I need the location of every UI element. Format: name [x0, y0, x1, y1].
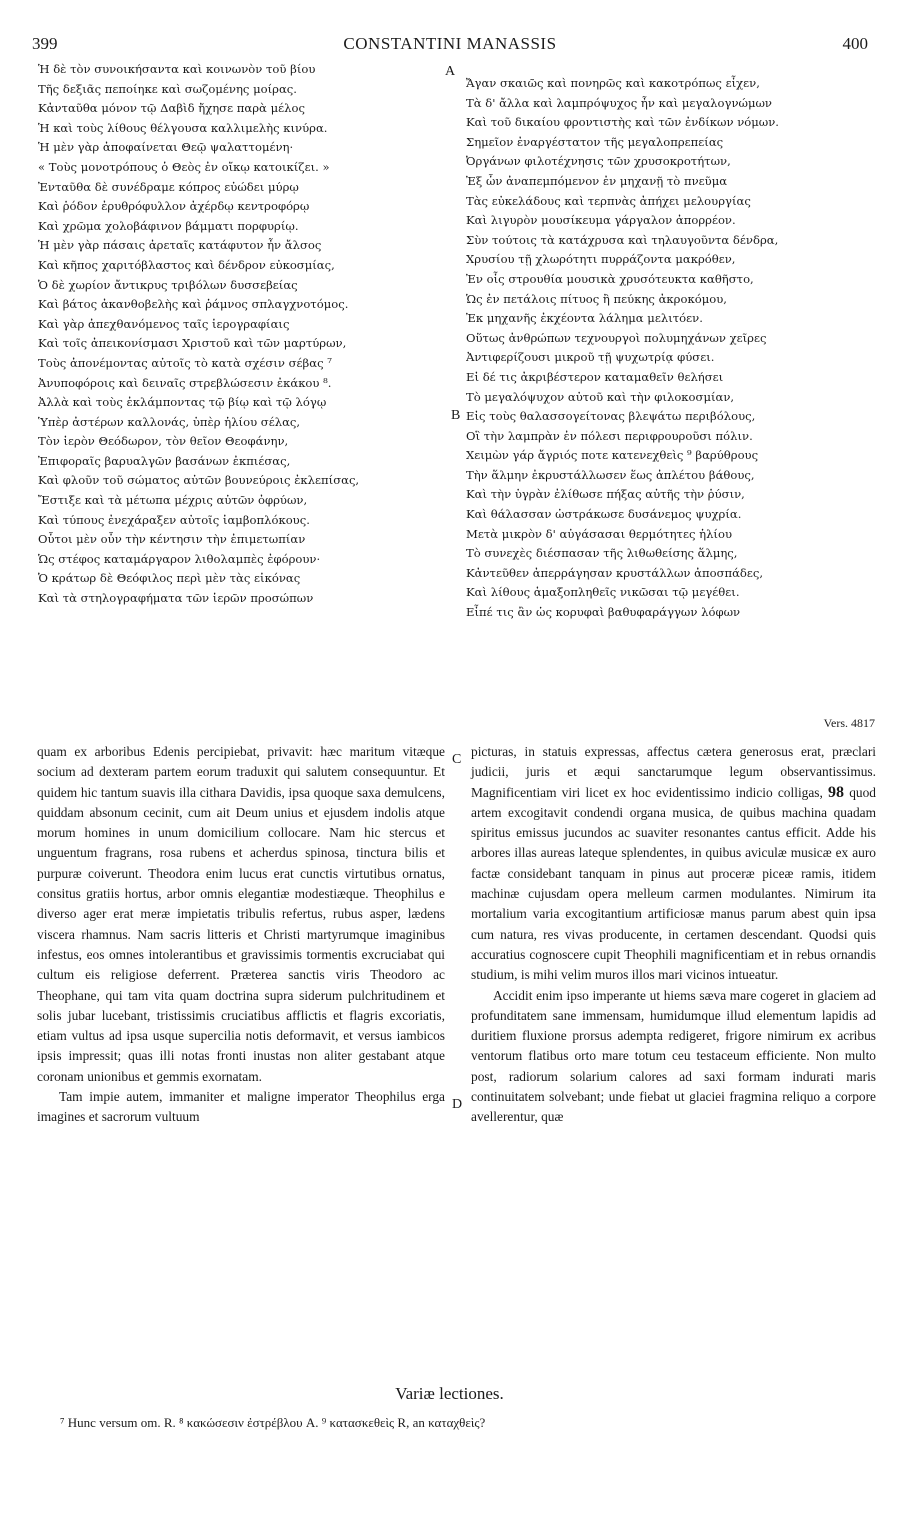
- verse-line: Κἀνταῦθα μόνον τῷ Δαβὶδ ἤχησε παρὰ μέλος: [38, 101, 305, 116]
- verse-line: Τὸ συνεχὲς διέσπασαν τῆς λιθωθείσης ἅλμης,: [466, 546, 738, 561]
- page-number-right: 400: [842, 34, 868, 53]
- verse-line: Μετὰ μικρὸν δ' αὐγάσασαι θερμότητες ἡλίου: [466, 526, 733, 541]
- variae-lectiones-notes: ⁷ Hunc versum om. R. ⁸ κακώσεσιν ἐστρέβλου A. ⁹ κατασκεθεὶς R, an καταχθεὶς?: [60, 1415, 486, 1430]
- verse-line: Καὶ θάλασσαν ὠστράκωσε δυσάνεμος ψυχρία.: [466, 507, 742, 522]
- greek-verse-left-column: [38, 60, 438, 609]
- latin-paragraph: Accidit enim ipso imperante ut hiems sæva mare cogeret in glaciem ad profunditatem sane immensam, humidumque illud elementum lapidis ad duritiem fluxione prorsus adempta redigeret, frigore nimirum ex acribus ventorum flatibus orto mare totum ceu testaceum efficiente. Non multo post, radiorum solarium calores ad saxi formam indurati maris continuitatem solvebant; unde fiebat ut glaciei fragmina reliquo a corpore avellerentur, quæ: [471, 987, 876, 1125]
- verse-line: Καὶ τύπους ἐνεχάραξεν αὐτοῖς ἰαμβοπλόκους.: [38, 512, 310, 527]
- verse-line: Ὁ δὲ χωρίον ἄντικρυς τριβόλων δυσσεβείας: [38, 277, 298, 292]
- verse-line: Καὶ τοῖς ἀπεικονίσμασι Χριστοῦ καὶ τῶν μαρτύρων,: [38, 336, 347, 351]
- margin-marker-a: A: [445, 64, 456, 79]
- verse-line: Τῆς δεξιᾶς πεποίηκε καὶ σωζομένης μοίρας.: [38, 81, 297, 96]
- verse-line: « Τοὺς μονοτρόπους ὁ Θεὸς ἐν οἴκῳ κατοικίζει. »: [38, 159, 330, 174]
- verse-line: Οὗτοι μὲν οὖν τὴν κέντησιν τὴν ἐπιμετωπίαν: [38, 532, 306, 547]
- verse-line: Καὶ λίθους ἁμαξοπληθεῖς νικῶσαι τῷ μεγέθει.: [466, 585, 740, 600]
- verse-line: Ἡ μὲν γὰρ ἀποφαίνεται Θεῷ ψαλαττομένη·: [38, 140, 294, 155]
- latin-text: quod artem excogitavit condendi organa musica, de quibus machina quadam spiritus emissus jucundos ac suaviter resonantes cantus efficit. Adde his arbores illas aureas lateque splendentes, in quibus aviculæ musicæ ex auro factæ considebant tanquam in pinus aut proceræ piceæ ramis, itidem machinæ cujusdam opera melleum carmen modulantes. Nimirum ita mortalium varia excogitantium artificiosæ manus parum abest quin ipsa cum natura, res vivas producente, in certamen descendant. Quodsi quis accuratius cognoscere cupit Theophili magnificentiam et in rebus ornandis studium, is mihi velim muros illos mari vicinos intueatur.: [471, 784, 876, 983]
- latin-translation-left: [37, 742, 445, 1128]
- verse-line: Ἐπιφοραῖς βαρυαλγῶν βασάνων ἐκπιέσας,: [38, 453, 291, 468]
- verse-line: Ἐνταῦθα δὲ συνέδραμε κόπρος εὐώδει μύρῳ: [38, 179, 299, 194]
- verse-line: Σημεῖον ἐναργέστατον τῆς μεγαλοπρεπείας: [466, 134, 724, 149]
- verse-line: Ἔστιξε καὶ τὰ μέτωπα μέχρις αὐτῶν ὀφρύων,: [38, 493, 308, 508]
- page-number-left: 399: [32, 34, 58, 53]
- verse-line: Ἀνυποφόροις καὶ δειναῖς στρεβλώσεσιν ἐκάκου ⁸.: [38, 375, 332, 390]
- verse-line: Ὀργάνων φιλοτέχνησις τῶν χρυσοκροτήτων,: [466, 154, 731, 169]
- margin-marker-d: D: [452, 1097, 463, 1112]
- verse-line: Ὡς στέφος καταμάργαρον λιθολαμπὲς ἐφόρουν·: [38, 551, 321, 566]
- verse-line: Σὺν τούτοις τὰ κατάχρυσα καὶ τηλαυγοῦντα δένδρα,: [466, 232, 779, 247]
- verse-line: Οἳ τὴν λαμπρὰν ἐν πόλεσι περιφρουροῦσι πόλιν.: [466, 428, 753, 443]
- verse-line: Ἐκ μηχανῆς ἐκχέοντα λάλημα μελιτόεν.: [466, 311, 703, 326]
- verse-line: Τὸν ἱερὸν Θεόδωρον, τὸν θεῖον Θεοφάνην,: [38, 434, 289, 449]
- verse-line: Τὰς εὐκελάδους καὶ τερπνὰς ἀπήχει μελουργίας: [466, 193, 751, 208]
- verse-line: Ἡ καὶ τοὺς λίθους θέλγουσα καλλιμελὴς κινύρα.: [38, 120, 328, 135]
- verse-line: Ἀλλὰ καὶ τοὺς ἐκλάμποντας τῷ βίῳ καὶ τῷ λόγῳ: [38, 395, 327, 410]
- verse-line: Τὰ δ' ἄλλα καὶ λαμπρόψυχος ἦν καὶ μεγαλογνώμων: [466, 95, 772, 110]
- latin-text: picturas, in statuis expressas, affectus cætera generosus erat, præclari judicii, juris et æqui sanctarumque legum observantissimus. Magnificentiam viri licet ex hoc evidentissimo indicio colligas,: [471, 744, 876, 800]
- verse-line: Οὕτως ἀνθρώπων τεχνουργοὶ πολυμηχάνων χεῖρες: [466, 330, 767, 345]
- verse-line: Ὡς ἐν πετάλοις πίτυος ἢ πεύκης ἀκροκόμου,: [466, 291, 727, 306]
- variae-lectiones-title: Variæ lectiones.: [395, 1384, 504, 1403]
- verse-line: Εἰς τοὺς θαλασσογείτονας βλεψάτω περιβόλους,: [466, 409, 756, 424]
- verse-line: Ἐξ ὧν ἀναπεμπόμενον ἐν μηχανῇ τὸ πνεῦμα: [466, 173, 728, 188]
- page-header: [24, 34, 876, 58]
- verse-line: Ὁ κράτωρ δὲ Θεόφιλος περὶ μὲν τὰς εἰκόνας: [38, 571, 301, 586]
- margin-marker-b: B: [451, 408, 461, 423]
- latin-paragraph: quam ex arboribus Edenis percipiebat, privavit: hæc maritum vitæque socium ad dexteram partem eorum traduxit qui salutem consequuntur. Et quidem hic tantum suavis illa cithara Davidis, ipsa quoque saxa demulcens, quiddam absonum cecinit, cum ait Deum unius et ejusdem indolis atque morum homines in unum domicilium collocare. Nam hic stercus et unguentum fragrans, rosa rubens et acherdus spinosa, tinctura bilis et purpuræ coiverunt. Theodora enim lucus erat cunctis virtutibus ornatus, consitus gratiis hortus, arbor omnis elegantiæ modestiæque. Theophilus e diverso ager erat meræ impietatis tribulis refertus, rubus asper, lædens viscera rhamnus. Nam sacris litteris et Christi martyrumque imaginibus infestus, eos omnes intolerantibus et gravissimis tormentis excruciabat qui cultum eis religiose deferrent. Præterea sanctis viris Theodoro ac Theophane, qui tam vita quam doctrina supra siderum pulchritudinem et solis jubar lucebant, tristissimis cruciatibus afflictis et flagris excoriatis, etiam vultus ad ipsa usque supercilia notis deformavit, et versus iambicos ipsis impressit; quas illi notas fronti inustas non aliter gestabant atque coronam unionibus et gemmis exornatam.: [37, 744, 445, 1084]
- latin-paragraph: Tam impie autem, immaniter et maligne imperator Theophilus erga imagines et sacrorum vultuum: [37, 1089, 445, 1125]
- verse-line: Κἀντεῦθεν ἀπερράγησαν κρυστάλλων ἀποσπάδες,: [466, 565, 764, 580]
- latin-translation-right: [471, 742, 876, 1128]
- margin-marker-c: C: [452, 752, 462, 767]
- verse-line: Ἐν οἷς στρουθία μουσικὰ χρυσότευκτα καθῆστο,: [466, 271, 754, 286]
- verse-line: Καὶ χρῶμα χολοβάφινον βάμματι πορφυρίῳ.: [38, 218, 299, 233]
- verse-number: Vers. 4817: [823, 716, 875, 730]
- verse-line: Καὶ λιγυρὸν μουσίκευμα γάργαλον ἀπορρέον.: [466, 213, 736, 228]
- running-title: CONSTANTINI MANASSIS: [343, 34, 557, 53]
- verse-line: Εἶπέ τις ἂν ὡς κορυφαὶ βαθυφαράγγων λόφων: [466, 605, 741, 620]
- verse-line: Ἀντιφερίζουσι μικροῦ τῇ ψυχωτρίᾳ φύσει.: [466, 350, 715, 365]
- verse-line: Χρυσίου τῇ χλωρότητι πυρράζοντα μακρόθεν,: [466, 252, 736, 267]
- verse-line: Καὶ ῥόδον ἐρυθρόφυλλον ἀχέρδῳ κεντροφόρῳ: [38, 199, 310, 214]
- column-number: 98: [828, 783, 845, 801]
- verse-line: Ὑπὲρ ἀστέρων καλλονάς, ὑπὲρ ἡλίου σέλας,: [38, 414, 301, 429]
- latin-paragraph: [471, 742, 876, 986]
- verse-line: Τὴν ἅλμην ἐκρυστάλλωσεν ἕως ἀπλέτου βάθους,: [466, 467, 755, 482]
- verse-line: Καὶ τὰ στηλογραφήματα τῶν ἱερῶν προσώπων: [38, 591, 314, 606]
- verse-line: Καὶ κῆπος χαριτόβλαστος καὶ δένδρον εὐκοσμίας,: [38, 257, 335, 272]
- verse-line: Ἄγαν σκαιῶς καὶ πονηρῶς καὶ κακοτρόπως εἶχεν,: [466, 76, 760, 90]
- verse-line: Καὶ τὴν ὑγρὰν ἐλίθωσε πήξας αὐτῆς τὴν ῥύσιν,: [466, 487, 745, 502]
- verse-line: Εἰ δέ τις ἀκριβέστερον καταμαθεῖν θελήσει: [466, 369, 724, 384]
- verse-line: Καὶ γὰρ ἀπεχθανόμενος ταῖς ἱερογραφίαις: [38, 316, 290, 331]
- verse-line: Ἡ μὲν γὰρ πάσαις ἀρεταῖς κατάφυτον ἦν ἄλσος: [38, 238, 322, 253]
- verse-line: Τὸ μεγαλόψυχον αὐτοῦ καὶ τὴν φιλοκοσμίαν,: [466, 389, 735, 404]
- verse-line: Χειμὼν γάρ ἄγριός ποτε κατενεχθεὶς ⁹ βαρύθρους: [466, 448, 759, 463]
- verse-line: Καὶ φλοῦν τοῦ σώματος αὐτῶν βουνεύροις ἐκλεπίσας,: [38, 473, 360, 488]
- verse-line: Ἡ δὲ τὸν συνοικήσαντα καὶ κοινωνὸν τοῦ βίου: [38, 62, 316, 76]
- verse-line: Τοὺς ἀπονέμοντας αὐτοῖς τὸ κατὰ σχέσιν σέβας ⁷: [38, 355, 332, 370]
- verse-line: Καὶ βάτος ἀκανθοβελὴς καὶ ῥάμνος σπλαγχνοτόμος.: [38, 297, 349, 312]
- verse-line: Καὶ τοῦ δικαίου φροντιστὴς καὶ τῶν ἐνδίκων νόμων.: [466, 115, 779, 130]
- greek-verse-right-column: [466, 74, 886, 623]
